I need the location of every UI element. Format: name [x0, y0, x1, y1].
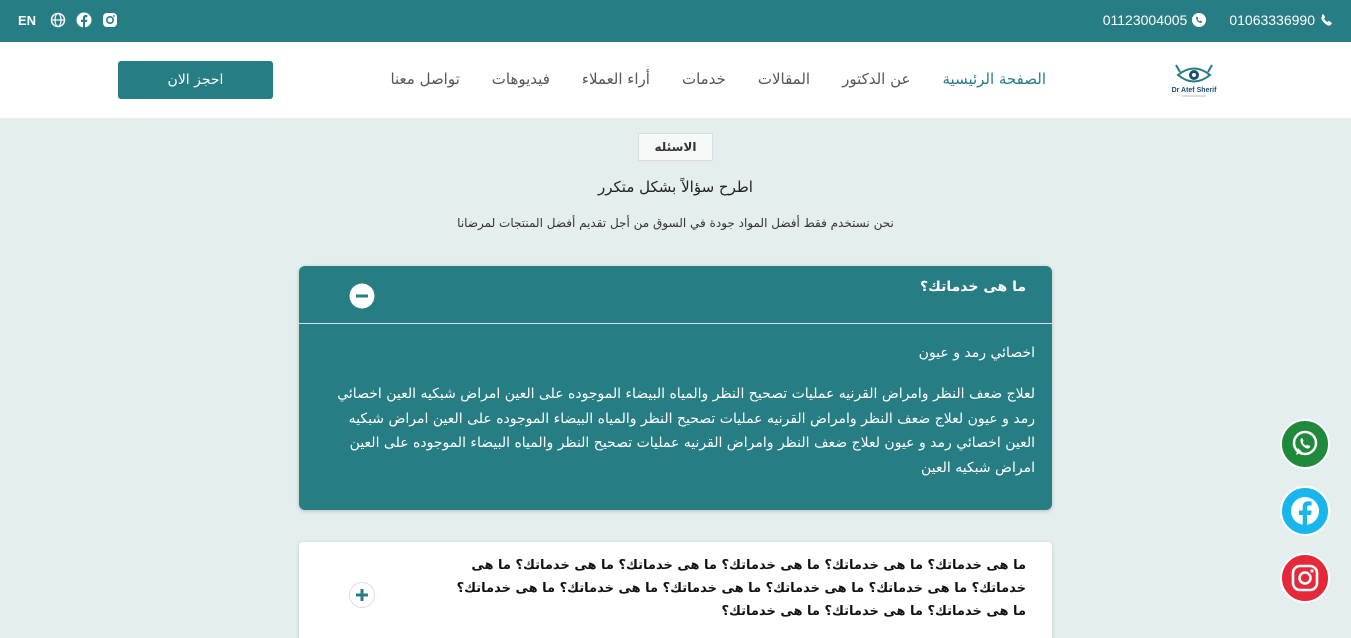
nav-item-about-doctor[interactable]: عن الدكتور	[842, 70, 911, 88]
nav-item-videos[interactable]: فيديوهات	[491, 70, 550, 88]
section-subtitle: نحن نستخدم فقط أفضل المواد جودة في السوق من أجل تقديم أفضل المنتجات لمرضانا	[457, 216, 894, 230]
top-bar	[0, 0, 1351, 42]
top-bar-left	[18, 12, 118, 28]
main-navbar	[0, 42, 1351, 118]
facebook-icon	[1289, 495, 1321, 527]
section-badge: الاسئله	[638, 133, 713, 161]
top-bar-contacts	[1103, 12, 1335, 28]
whatsapp-icon	[1290, 429, 1320, 459]
expand-icon[interactable]	[349, 582, 375, 608]
whatsapp-number: 01123004005	[1102, 12, 1188, 28]
logo-text: Dr Atef Sherif	[1171, 87, 1217, 94]
instagram-icon	[1291, 564, 1319, 592]
nav-menu	[390, 70, 1046, 88]
nav-item-home[interactable]: الصفحة الرئيسية	[942, 70, 1046, 88]
whatsapp-contact[interactable]	[1103, 12, 1208, 28]
floating-facebook-button[interactable]	[1280, 486, 1330, 536]
language-switch[interactable]: EN	[18, 12, 37, 28]
nav-item-articles[interactable]: المقالات	[757, 70, 811, 88]
collapse-icon[interactable]	[349, 283, 375, 309]
instagram-icon[interactable]	[102, 12, 118, 28]
whatsapp-icon	[1191, 12, 1207, 28]
phone-contact[interactable]	[1229, 12, 1335, 28]
faq-answer-title: اخصائي رمد و عيون	[918, 345, 1035, 361]
nav-item-testimonials[interactable]: أراء العملاء	[581, 70, 650, 88]
floating-instagram-button[interactable]	[1280, 553, 1330, 603]
faq-item-collapsed[interactable]	[299, 542, 1052, 638]
facebook-icon[interactable]	[76, 12, 92, 28]
clinic-logo[interactable]	[1166, 60, 1222, 100]
book-now-button[interactable]: احجز الان	[118, 61, 273, 99]
nav-item-contact[interactable]: تواصل معنا	[390, 70, 460, 88]
faq-question[interactable]: ما هى خدماتك؟	[919, 279, 1026, 295]
floating-whatsapp-button[interactable]	[1280, 419, 1330, 469]
globe-icon[interactable]	[50, 12, 66, 28]
faq-item-expanded	[299, 266, 1052, 510]
faq-answer-body: لعلاج ضعف النظر وامراض القرنيه عمليات تصحيح النظر والمياه البيضاء الموجوده على العين امراض شبكيه العين اخصائي رمد و عيون لعلاج ضعف النظر وامراض القرنيه عمليات تصحيح النظر والمياه البيضاء الموجوده على العين امراض شبكيه العين اخصائي رمد و عيون لعلاج ضعف النظر وامراض القرنيه عمليات تصحيح النظر والمياه البيضاء الموجوده على العين امراض شبكيه العين	[337, 386, 1035, 476]
nav-item-services[interactable]: خدمات	[681, 70, 726, 88]
phone-icon	[1319, 12, 1335, 28]
phone-number: 01063336990	[1229, 12, 1315, 28]
faq-divider	[299, 323, 1052, 324]
faq-question[interactable]: ما هى خدماتك؟ ما هى خدماتك؟ ما هى خدماتك؟ ما هى خدماتك؟ ما هى خدماتك؟ ما هى خدماتك؟ ما هى خدماتك؟ ما هى خدماتك؟ ما هى خدماتك؟ ما هى خدماتك؟ ما هى خدماتك؟ ما هى خدماتك؟ ما هى خدماتك؟ ما هى خدماتك؟	[456, 558, 1026, 619]
section-title: اطرح سؤالاً بشكل متكرر	[598, 178, 753, 196]
